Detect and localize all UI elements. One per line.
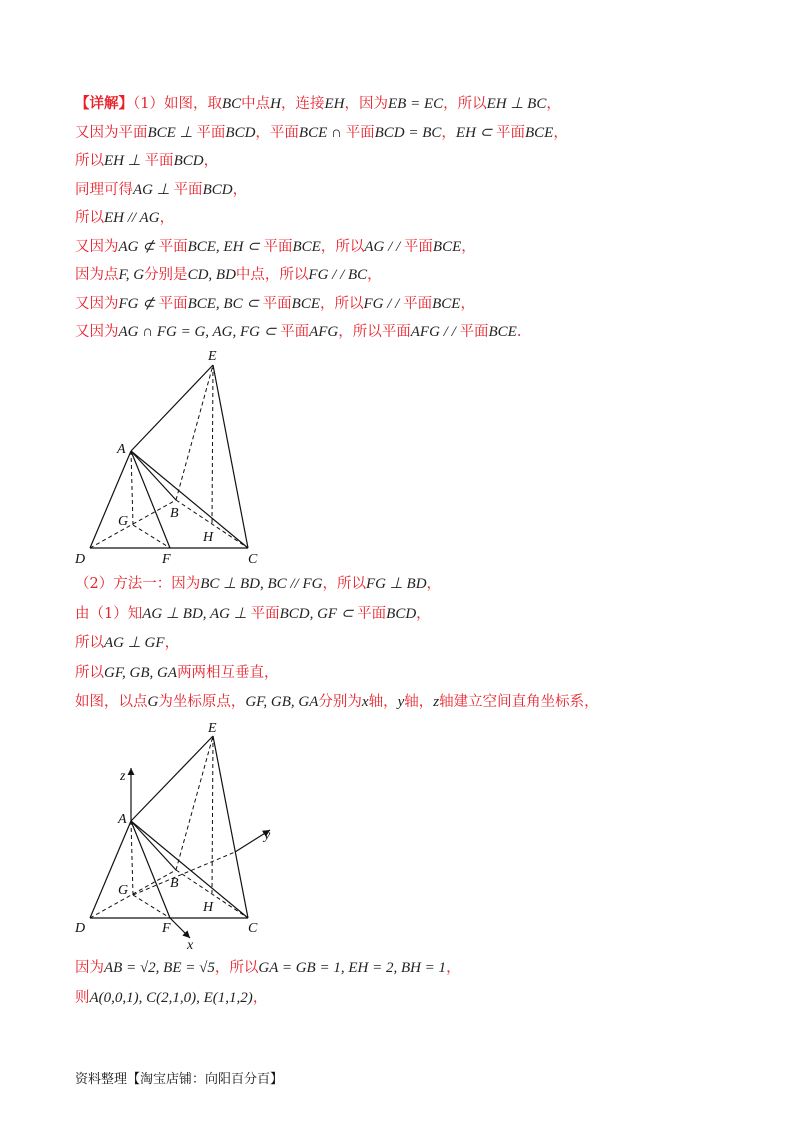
math-expression: BCD: [202, 181, 233, 198]
label-H: H: [203, 530, 214, 545]
math-expression: BCE: [292, 238, 321, 255]
label-F: F: [162, 552, 171, 567]
text-segment: 又因为: [75, 238, 119, 255]
solution-line: [75, 123, 568, 143]
math-expression: F, G: [118, 267, 145, 283]
text-segment: ，: [461, 238, 476, 255]
text-segment: ，: [203, 153, 219, 169]
edge-AG: [131, 821, 133, 895]
label-B: B: [170, 876, 179, 891]
solution-line: [75, 958, 461, 978]
axis-y-hidden: [133, 852, 235, 895]
edge-AB: [131, 821, 176, 870]
math-expression: G: [147, 694, 159, 710]
label-B: B: [170, 506, 179, 521]
text-segment: 又因为: [75, 295, 119, 312]
figure-2: [70, 718, 290, 953]
solution-line: [75, 663, 279, 683]
math-expression: FG ⊥ BD: [365, 576, 427, 592]
solution-line: [75, 604, 431, 624]
math-expression: AG ⊥ BD, AG ⊥: [142, 605, 251, 622]
math-expression: EB = EC: [388, 96, 444, 112]
solution-line: [75, 294, 475, 314]
math-expression: BCD: [225, 124, 256, 141]
math-expression: AG ⊥: [133, 181, 174, 198]
label-C: C: [248, 921, 258, 936]
text-segment: 平面: [263, 238, 293, 255]
text-segment: 所以: [75, 210, 104, 226]
text-segment: 为坐标原点，: [158, 694, 246, 710]
math-expression: ⊥: [175, 124, 197, 141]
text-segment: 平面: [403, 295, 433, 312]
math-expression: CD, BD: [187, 267, 236, 283]
math-expression: BCE: [524, 124, 554, 141]
math-expression: EH // AG: [104, 210, 160, 226]
text-segment: 平面: [158, 295, 188, 312]
label-z: z: [120, 769, 126, 784]
edge-AE: [131, 365, 213, 451]
label-G: G: [118, 514, 129, 529]
edge-AB: [131, 451, 176, 500]
math-expression: BCE: [432, 238, 462, 255]
solution-line: [75, 94, 561, 114]
text-segment: ，: [252, 989, 268, 1006]
label-D: D: [75, 921, 86, 936]
math-expression: GF, GB, GA: [104, 664, 178, 681]
solution-line: [75, 633, 179, 653]
solution-line: [75, 692, 599, 712]
text-segment: 中点，所以: [235, 267, 309, 283]
edge-AG: [131, 451, 133, 525]
edge-EC: [213, 365, 248, 548]
math-expression: AG / /: [364, 238, 404, 255]
text-segment: 平面: [173, 181, 203, 198]
text-segment: ，: [553, 124, 568, 141]
math-expression: x: [361, 694, 369, 710]
text-segment: 如图，以点: [75, 694, 148, 710]
text-segment: 平面: [403, 238, 433, 255]
text-segment: 平面: [459, 324, 489, 340]
math-expression: H: [270, 96, 281, 112]
math-expression: AG ⊥ GF: [104, 635, 165, 651]
text-segment: .: [516, 324, 522, 340]
solution-line: [75, 322, 521, 342]
math-expression: FG / /: [363, 295, 404, 312]
edge-EH: [212, 736, 213, 893]
text-segment: 所以: [75, 635, 104, 651]
solution-line: [75, 265, 382, 285]
edge-EH: [212, 365, 213, 523]
text-segment: ，: [546, 96, 561, 112]
text-segment: 中点: [241, 96, 271, 112]
text-segment: ，: [232, 181, 248, 198]
edge-GF: [133, 525, 170, 548]
edge-GF: [133, 895, 170, 918]
text-segment: 分别是: [144, 267, 188, 283]
text-segment: 又因为: [75, 324, 119, 340]
solution-line: [75, 180, 247, 200]
label-y: y: [264, 828, 271, 843]
math-expression: BCD: [173, 153, 204, 169]
text-segment: ，: [416, 605, 431, 622]
text-segment: 平面: [250, 605, 280, 622]
edge-BE: [176, 736, 213, 870]
math-expression: AFG / /: [410, 324, 460, 340]
edge-AF: [131, 451, 170, 548]
text-segment: ，所以: [320, 238, 365, 255]
math-expression: AG ⊄: [118, 238, 159, 255]
text-segment: ，因为: [344, 96, 388, 112]
math-expression: A(0,0,1), C(2,1,0), E(1,1,2): [89, 989, 253, 1006]
math-expression: BCE, EH ⊂: [187, 238, 264, 255]
solution-line: [75, 988, 267, 1008]
math-expression: FG ⊄: [118, 295, 159, 312]
math-expression: y: [397, 694, 405, 710]
math-expression: BCE, BC ⊂: [187, 295, 263, 312]
text-segment: 平面: [262, 295, 292, 312]
text-segment: ，: [446, 960, 461, 976]
solution-line: [75, 237, 476, 257]
math-expression: EH ⊂: [455, 124, 496, 141]
text-segment: 【详解】: [75, 95, 133, 112]
edge-AF: [131, 821, 170, 918]
axis-x: [170, 918, 190, 938]
math-expression: BCE: [432, 295, 461, 312]
text-segment: 平面: [280, 324, 310, 340]
solution-line: [75, 574, 441, 594]
text-segment: ，: [441, 124, 456, 141]
text-segment: 两两相互垂直，: [177, 664, 279, 681]
math-expression: EH: [324, 96, 345, 112]
math-expression: BCD, GF ⊂: [279, 605, 358, 622]
math-expression: BC ⊥ BD, BC // FG: [200, 576, 323, 592]
text-segment: （2）方法一：因为: [75, 576, 201, 592]
text-segment: 所以: [75, 153, 104, 169]
math-expression: AFG: [309, 324, 339, 340]
math-expression: BCD: [386, 605, 417, 622]
edge-AE: [131, 736, 213, 821]
text-segment: ，: [426, 576, 442, 592]
label-F: F: [162, 921, 171, 936]
text-segment: ，: [367, 267, 382, 283]
math-expression: z: [433, 694, 440, 710]
text-segment: 平面: [144, 153, 174, 169]
label-A: A: [118, 812, 127, 827]
solution-line: [75, 151, 218, 171]
label-H: H: [203, 900, 214, 915]
label-E: E: [208, 349, 217, 364]
math-expression: FG / / BC: [308, 267, 368, 283]
text-segment: ，所以: [320, 295, 364, 312]
label-E: E: [208, 721, 217, 736]
figure-1: [70, 345, 290, 570]
text-segment: 轴建立空间直角坐标系，: [439, 694, 599, 710]
text-segment: 分别为: [318, 694, 362, 710]
text-segment: 由（1）知: [75, 605, 143, 622]
text-segment: ，所以: [322, 576, 366, 592]
text-segment: 因为点: [75, 267, 119, 283]
math-expression: ∩: [327, 124, 346, 141]
text-segment: ，所以平面: [338, 324, 411, 340]
text-segment: 平面: [158, 238, 188, 255]
math-expression: BCD = BC: [374, 124, 442, 141]
text-segment: ，连接: [281, 96, 325, 112]
text-segment: 轴，: [368, 694, 398, 710]
label-x: x: [187, 938, 194, 953]
text-segment: 平面: [196, 124, 226, 141]
label-C: C: [248, 552, 258, 567]
math-expression: AB = √2, BE = √5: [104, 960, 215, 976]
edge-DA: [90, 821, 131, 918]
math-expression: AG ∩ FG = G, AG, FG ⊂: [118, 324, 281, 340]
edge-EC: [213, 736, 248, 918]
text-segment: 又因为平面: [75, 124, 148, 141]
footer-source: 资料整理【淘宝店铺：向阳百分百】: [75, 1072, 284, 1087]
text-segment: ，: [460, 295, 475, 312]
text-segment: 则: [75, 989, 90, 1006]
math-expression: EH ⊥ BC: [486, 96, 547, 112]
text-segment: 所以: [75, 664, 104, 681]
math-expression: BCE: [298, 124, 328, 141]
text-segment: 轴，: [404, 694, 434, 710]
text-segment: 平面: [357, 605, 387, 622]
math-expression: BCE: [291, 295, 320, 312]
math-expression: GA = GB = 1, EH = 2, BH = 1: [258, 960, 447, 976]
text-segment: 同理可得: [75, 181, 133, 198]
math-expression: BC: [221, 96, 242, 112]
math-expression: GF, GB, GA: [245, 694, 319, 710]
edge-AC: [131, 451, 248, 548]
text-segment: （1）如图，取: [133, 96, 222, 112]
solution-line: [75, 208, 174, 228]
text-segment: 平面: [495, 124, 525, 141]
text-segment: 因为: [75, 960, 104, 976]
edge-DA: [90, 451, 131, 548]
label-D: D: [75, 552, 86, 567]
edge-AC: [131, 821, 248, 918]
math-expression: EH ⊥: [104, 153, 145, 169]
text-segment: ，: [164, 635, 180, 651]
label-G: G: [118, 883, 129, 898]
math-expression: BCE: [147, 124, 176, 141]
text-segment: ，所以: [443, 96, 487, 112]
label-A: A: [117, 442, 126, 457]
text-segment: ，平面: [255, 124, 299, 141]
math-expression: BCE: [488, 324, 517, 340]
text-segment: 平面: [345, 124, 375, 141]
text-segment: ，: [159, 210, 175, 226]
text-segment: ，所以: [214, 960, 259, 976]
